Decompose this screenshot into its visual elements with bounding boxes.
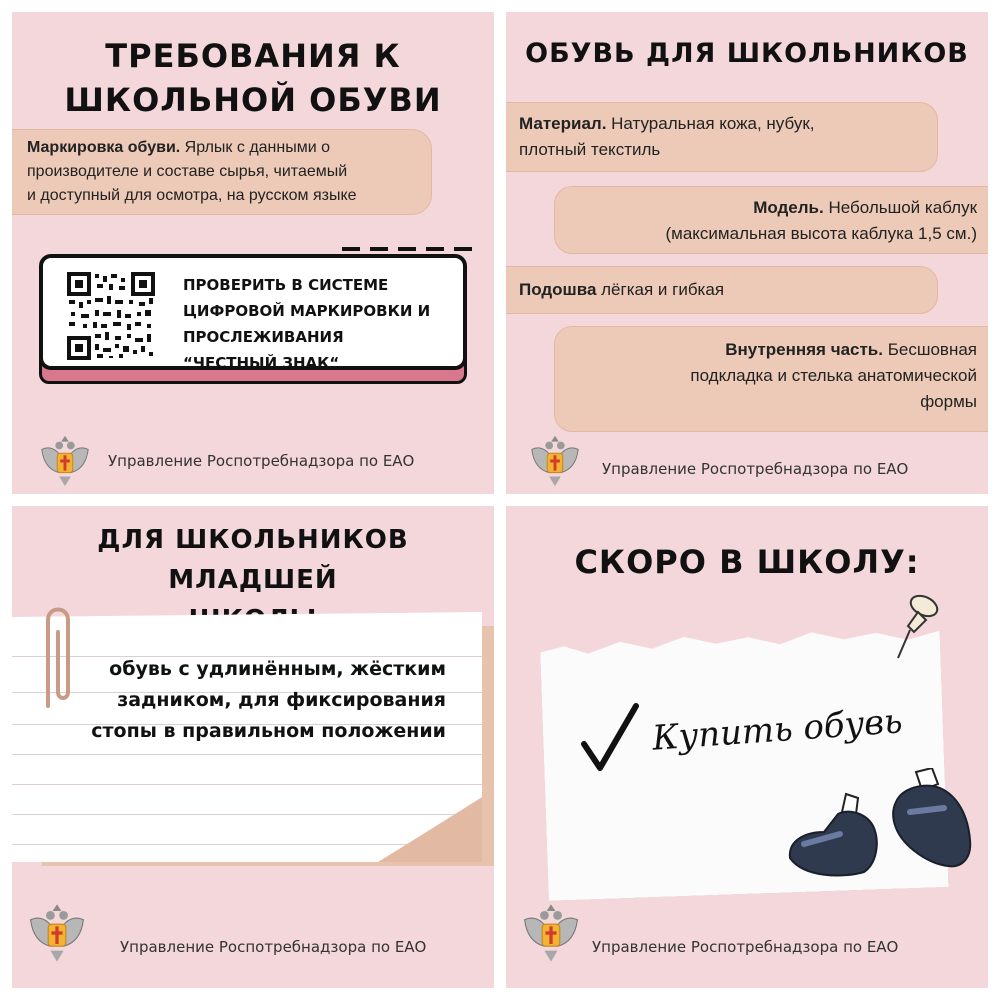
paper-line [12, 754, 482, 755]
sole-text: лёгкая и гибкая [596, 280, 725, 299]
qr-caption-line1: ПРОВЕРИТЬ В СИСТЕМЕ [183, 276, 389, 294]
footer-text: Управление Роспотребнадзора по ЕАО [602, 460, 909, 478]
model-pill [554, 186, 988, 254]
pushpin-icon [894, 592, 944, 664]
footer-text: Управление Роспотребнадзора по ЕАО [108, 452, 415, 470]
paper-line [12, 784, 482, 785]
panel3-title-line1: ДЛЯ ШКОЛЬНИКОВ МЛАДШЕЙ [97, 525, 409, 595]
material-label: Материал. [519, 114, 607, 133]
inner-part-text-3: формы [920, 392, 977, 411]
panel1-footer [12, 432, 494, 492]
panel1-title-line2: ШКОЛЬНОЙ ОБУВИ [64, 81, 442, 119]
panel-back-to-school [506, 506, 988, 988]
qr-caption-line4: “ЧЕСТНЫЙ ЗНАК“ [183, 354, 340, 372]
note-line3: стопы в правильном положении [91, 720, 446, 742]
footer-text: Управление Роспотребнадзора по ЕАО [120, 938, 427, 956]
marking-text-3: и доступный для осмотра, на русском языке [27, 187, 357, 204]
marking-pill [12, 129, 432, 215]
material-text-1: Натуральная кожа, нубук, [606, 114, 815, 133]
marking-text-1: Ярлык с данными о [180, 139, 330, 156]
inner-part-label: Внутренняя часть. [725, 340, 883, 359]
emblem-icon [24, 900, 90, 966]
marking-text-2: производителе и составе сырья, читаемый [27, 163, 348, 180]
sole-label: Подошва [519, 280, 597, 299]
marking-label: Маркировка обуви. [27, 139, 181, 156]
panel-shoes-for-schoolchildren [506, 12, 988, 494]
checkmark-icon [580, 702, 640, 774]
footer-text: Управление Роспотребнадзора по ЕАО [592, 938, 899, 956]
paper-line [12, 814, 482, 815]
panel3-footer [12, 900, 494, 960]
dash-decoration [342, 244, 472, 254]
emblem-icon [526, 432, 584, 490]
panel1-title [12, 34, 494, 122]
material-pill [506, 102, 938, 172]
inner-part-pill [554, 326, 988, 432]
note-text [52, 654, 446, 747]
qr-caption-line2: ЦИФРОВОЙ МАРКИРОВКИ И [183, 302, 431, 320]
emblem-icon [36, 432, 94, 490]
panel-shoe-requirements [12, 12, 494, 494]
model-label: Модель. [753, 198, 824, 217]
qr-caption-line3: ПРОСЛЕЖИВАНИЯ [183, 328, 344, 346]
material-text-2: плотный текстиль [519, 140, 661, 159]
panel4-title: СКОРО В ШКОЛУ: [574, 543, 920, 581]
panel-primary-school [12, 506, 494, 988]
qr-card[interactable] [39, 254, 467, 382]
model-text-2: (максимальная высота каблука 1,5 см.) [665, 224, 977, 243]
qr-caption[interactable] [183, 272, 463, 376]
panel4-footer [506, 900, 988, 960]
inner-part-text-1: Бесшовная [882, 340, 977, 359]
inner-part-text-2: подкладка и стелька анатомической [690, 366, 977, 385]
sole-pill [506, 266, 938, 314]
shoes-icon [784, 768, 974, 888]
panel2-footer [506, 432, 988, 492]
panel2-title: ОБУВЬ ДЛЯ ШКОЛЬНИКОВ [525, 38, 969, 69]
panel1-title-line1: ТРЕБОВАНИЯ К [105, 37, 401, 75]
todo-item-text: Купить обувь [650, 701, 904, 759]
note-line2: задником, для фиксирования [117, 689, 446, 711]
emblem-icon [518, 900, 584, 966]
model-text-1: Небольшой каблук [823, 198, 977, 217]
qr-code-icon[interactable] [67, 272, 155, 360]
qr-card-front [39, 254, 467, 370]
note-line1: обувь с удлинённым, жёстким [109, 658, 446, 680]
